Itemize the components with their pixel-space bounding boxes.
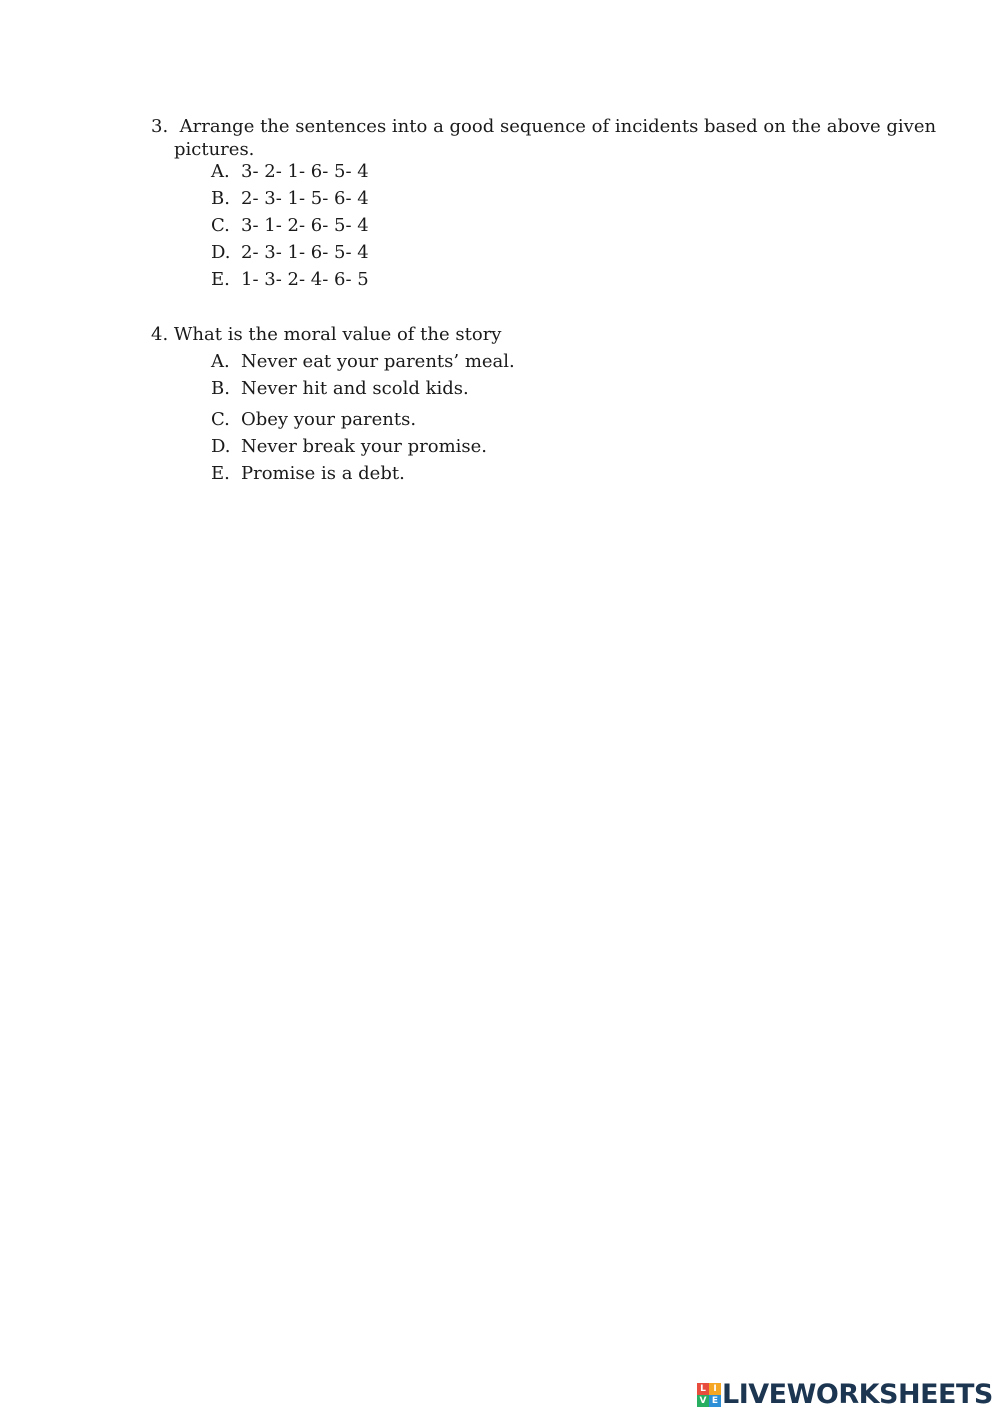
logo-icon-letter: E [709,1395,721,1407]
question-3-number: 3. [151,116,169,137]
question-3-option-b [211,187,369,210]
question-4-text: What is the moral value of the story [173,324,502,345]
option-letter: B. [211,378,230,399]
question-4-number: 4. [151,324,169,345]
option-text: 2- 3- 1- 5- 6- 4 [241,188,369,209]
option-letter: C. [211,215,230,236]
option-text: 3- 1- 2- 6- 5- 4 [241,215,369,236]
logo-text: LIVEWORKSHEETS [722,1379,993,1410]
option-text: 1- 3- 2- 4- 6- 5 [241,269,369,290]
question-3-option-d [211,241,369,264]
option-letter: D. [211,436,231,457]
question-4-option-a [211,350,515,373]
liveworksheets-logo-icon [697,1383,721,1407]
question-3-option-a [211,160,369,183]
option-letter: A. [211,351,230,372]
question-4-option-c [211,408,416,431]
question-4-option-d [211,435,487,458]
option-letter: B. [211,188,230,209]
logo-icon-letter: V [697,1395,709,1407]
question-4-option-b [211,377,469,400]
option-text: Obey your parents. [241,409,417,430]
option-letter: A. [211,161,230,182]
question-3-option-c [211,214,369,237]
question-4-option-e [211,462,405,485]
option-text: Never break your promise. [241,436,488,457]
option-text: 3- 2- 1- 6- 5- 4 [241,161,369,182]
question-3-text: Arrange the sentences into a good sequence of incidents based on the above given [179,116,937,137]
question-3-text-line-2: pictures. [174,139,255,160]
option-text: 2- 3- 1- 6- 5- 4 [241,242,369,263]
option-letter: E. [211,463,230,484]
option-letter: C. [211,409,230,430]
logo-icon-letter: L [697,1383,709,1395]
option-letter: E. [211,269,230,290]
logo-icon-letter: I [709,1383,721,1395]
option-letter: D. [211,242,231,263]
option-text: Never hit and scold kids. [241,378,469,399]
question-3-option-e [211,268,369,291]
option-text: Promise is a debt. [241,463,405,484]
question-3-text-line-1 [151,115,936,138]
liveworksheets-logo [697,1378,993,1412]
option-text: Never eat your parents’ meal. [241,351,515,372]
question-4-text-line [151,323,501,346]
